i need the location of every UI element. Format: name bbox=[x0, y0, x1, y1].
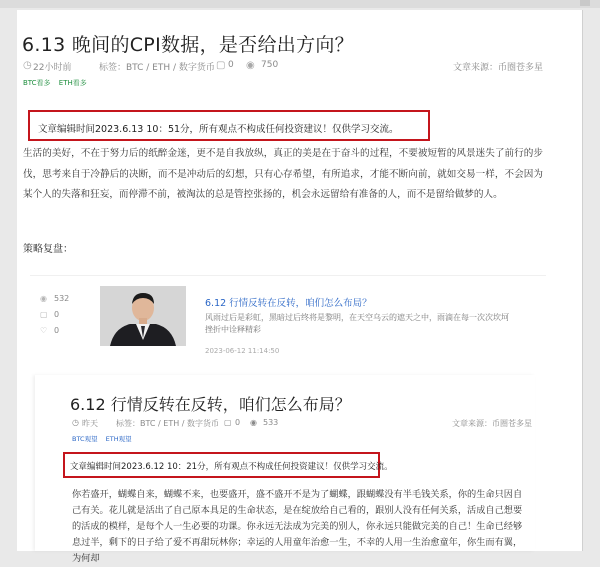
author-photo-image bbox=[100, 286, 186, 346]
article-meta bbox=[23, 60, 543, 76]
second-comment-count: 0 bbox=[235, 418, 241, 427]
card-title-link[interactable]: 6.12 行情反转在反转，咱们怎么布局？ bbox=[205, 298, 372, 309]
eye-icon: ◉ bbox=[250, 418, 257, 427]
article-tags bbox=[23, 78, 93, 88]
second-article-tags bbox=[72, 434, 138, 443]
comment-count: 0 bbox=[228, 60, 234, 70]
card-timestamp: 2023-06-12 11:14:50 bbox=[205, 347, 280, 355]
card-likes: 0 bbox=[54, 326, 60, 335]
section-title: 策略复盘： bbox=[23, 244, 73, 255]
second-edit-time-notice: 文章编辑时间2023.6.12 10：21分，所有观点不构成任何投资建议！仅供学习交流。 bbox=[70, 462, 393, 472]
second-article-meta bbox=[72, 418, 532, 432]
tag-btc-watch[interactable]: BTC观望 bbox=[72, 435, 98, 443]
tag-btc[interactable]: BTC看多 bbox=[23, 79, 51, 87]
clock-icon: ◷ bbox=[23, 60, 32, 71]
article-time: 22小时前 bbox=[33, 63, 72, 73]
card-comments: 0 bbox=[54, 310, 60, 319]
window-top-strip bbox=[0, 0, 600, 8]
comment-icon: ▢ bbox=[216, 60, 226, 71]
article-source: 文章来源：币圈苍多星 bbox=[453, 63, 544, 73]
article-title: 6.13 晚间的CPI数据，是否给出方向？ bbox=[22, 34, 354, 56]
edit-time-notice: 文章编辑时间2023.6.13 10：51分，所有观点不构成任何投资建议！仅供学习交流。 bbox=[38, 124, 399, 135]
comment-icon: ▢ bbox=[224, 418, 232, 427]
eye-icon: ◉ bbox=[246, 60, 255, 71]
thumbs-up-icon: ♡ bbox=[40, 326, 48, 335]
comment-icon: ▢ bbox=[40, 310, 48, 319]
author-photo[interactable] bbox=[100, 286, 186, 346]
second-article-source: 文章来源：币圈苍多星 bbox=[452, 419, 532, 428]
top-strip-notch bbox=[580, 0, 590, 6]
second-article-tags-label[interactable]: 标签：BTC / ETH / 数字货币 bbox=[116, 419, 220, 428]
view-count: 750 bbox=[261, 60, 279, 70]
article-tags-label[interactable]: 标签：BTC / ETH / 数字货币 bbox=[99, 63, 215, 73]
second-article-time: 昨天 bbox=[82, 419, 98, 428]
eye-icon: ◉ bbox=[40, 294, 47, 303]
tag-eth[interactable]: ETH看多 bbox=[58, 79, 87, 87]
card-description: 风雨过后是彩虹，黑暗过后终将是黎明，在天空乌云的遮天之中，雨滴在每一次次坎坷挫折中诠释精彩 bbox=[205, 313, 509, 334]
article-paragraph: 生活的美好，不在于努力后的纸醉金迷，更不是自我放纵，真正的美是在于奋斗的过程，不要被短暂的风景迷失了前行的步伐，思考来自于冷静后的决断，而不是冲动后的幻想，只有心存希望，有所追求，才能不断向前，就如交易一样，不会因为某个人的失落和狂妄，而停滞不前，被淘汰的总是管控张扬的，机会永远留给有准备的人，而不是留给做梦的人。 bbox=[23, 148, 543, 200]
tag-eth-watch[interactable]: ETH观望 bbox=[105, 435, 132, 443]
related-article-card[interactable] bbox=[30, 275, 546, 370]
clock-icon: ◷ bbox=[72, 418, 79, 427]
card-views: 532 bbox=[54, 294, 70, 303]
second-view-count: 533 bbox=[263, 418, 279, 427]
panel-edge bbox=[582, 10, 583, 551]
card-stats bbox=[40, 292, 69, 340]
second-article-title: 6.12 行情反转在反转，咱们怎么布局？ bbox=[70, 395, 351, 414]
second-article-paragraph: 你若盛开，蝴蝶自来，蝴蝶不来，也要盛开，盛不盛开不是为了蝴蝶，跟蝴蝶没有半毛钱关系，你的生命只因自己有关。花儿就是活出了自己原本具足的生命状态，是在绽放给自己看的，跟别人没有任何关系，活成自己想要的活成的模样，是每个人一生必要的功课。你永远无法成为完美的别人，你永远只能做完美的自己！生命已经够息过半，剩下的日子给了爱不再甜玩林你；幸运的人用童年治愈一生，不幸的人用一生治愈童年，你生而有翼，为何却 bbox=[72, 489, 523, 564]
